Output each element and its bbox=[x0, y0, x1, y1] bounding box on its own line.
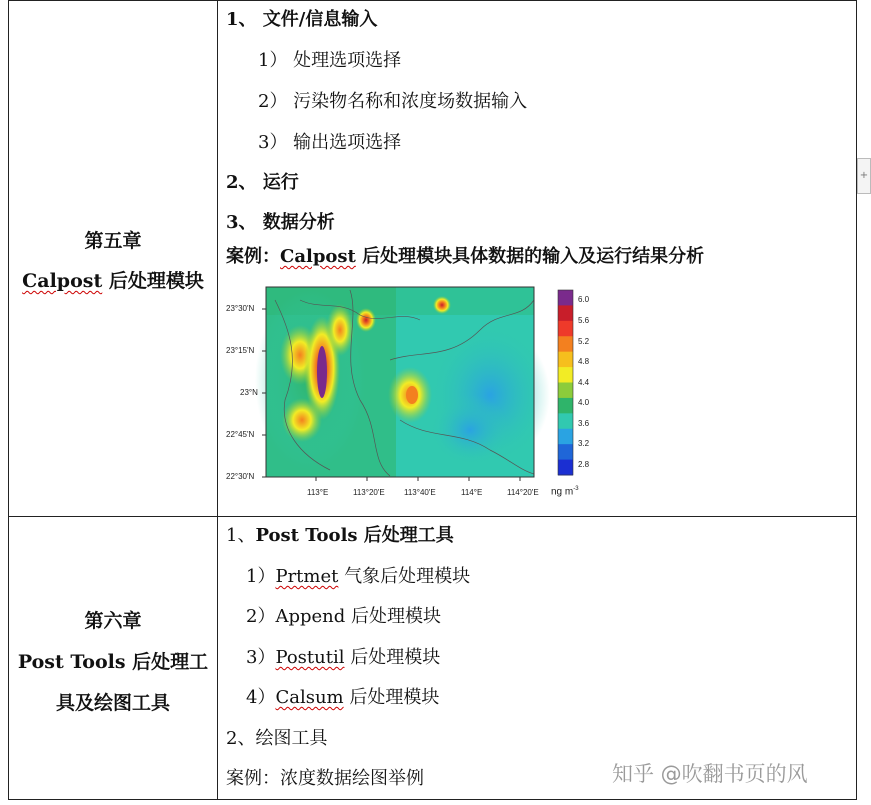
colorbar-label: 4.8 bbox=[578, 357, 590, 366]
ch6-item-rest: 后处理模块 bbox=[343, 687, 440, 708]
colorbar-label: 5.2 bbox=[578, 337, 590, 346]
chapter6-subtitle-line2: 具及绘图工具 bbox=[55, 692, 170, 714]
ch6-item-rest: 后处理模块 bbox=[345, 606, 441, 627]
colorbar-swatch bbox=[558, 290, 573, 306]
chapter6-subtitle-line1: Post Tools 后处理工 bbox=[17, 651, 209, 673]
chapter5-subtitle-term: Calpost bbox=[22, 270, 103, 292]
lat-label: 23°N bbox=[240, 388, 258, 397]
chapter5-subtitle-rest: 后处理模块 bbox=[102, 270, 204, 292]
ch5-sub-2: 2） 污染物名称和浓度场数据输入 bbox=[258, 91, 528, 112]
map-plot-area bbox=[255, 287, 550, 477]
colorbar-swatch bbox=[558, 429, 573, 445]
ch5-heading-3: 3、 数据分析 bbox=[226, 212, 335, 233]
lon-label: 114°20'E bbox=[507, 488, 539, 497]
ch6-item-term: Prtmet bbox=[275, 566, 339, 587]
colorbar-label: 4.0 bbox=[578, 398, 590, 407]
colorbar-unit bbox=[551, 486, 579, 497]
chapter5-title: 第五章 bbox=[84, 230, 142, 252]
ch6-item-num: 4） bbox=[246, 687, 276, 708]
lon-label: 114°E bbox=[461, 488, 483, 497]
colorbar-label: 3.6 bbox=[578, 419, 590, 428]
ch5-sub-3: 3） 输出选项选择 bbox=[258, 132, 402, 153]
colorbar-label: 4.4 bbox=[578, 378, 590, 387]
lat-label: 23°30'N bbox=[226, 304, 255, 313]
ch6-item bbox=[246, 647, 440, 669]
ch5-case-rest: 后处理模块具体数据的输入及运行结果分析 bbox=[355, 246, 705, 267]
ch6-item-num: 1） bbox=[246, 566, 276, 587]
ch6-item-num: 3） bbox=[246, 647, 276, 668]
colorbar-swatch bbox=[558, 398, 573, 414]
ch6-heading-1 bbox=[226, 525, 454, 547]
colorbar bbox=[558, 290, 573, 476]
lon-label: 113°20'E bbox=[353, 488, 385, 497]
colorbar-swatch bbox=[558, 321, 573, 337]
colorbar-label: 2.8 bbox=[578, 460, 590, 469]
ch6-item bbox=[246, 606, 441, 628]
colorbar-label: 6.0 bbox=[578, 295, 590, 304]
colorbar-swatch bbox=[558, 305, 573, 321]
zhihu-watermark: 知乎 @吹翻书页的风 bbox=[612, 762, 808, 786]
colorbar-label: 3.2 bbox=[578, 439, 590, 448]
colorbar-swatch bbox=[558, 352, 573, 368]
unit-superscript: -3 bbox=[573, 486, 579, 492]
lon-label: 113°40'E bbox=[404, 488, 436, 497]
side-expand-handle[interactable]: + bbox=[857, 158, 871, 194]
lon-label: 113°E bbox=[307, 488, 329, 497]
colorbar-swatch bbox=[558, 413, 573, 429]
ch6-item-term: Calsum bbox=[275, 687, 344, 708]
ch6-item-rest: 后处理模块 bbox=[344, 647, 441, 668]
ch6-item-term: Append bbox=[275, 606, 346, 627]
ch5-case-prefix: 案例： bbox=[226, 246, 280, 267]
ch6-item bbox=[246, 687, 439, 709]
ch5-heading-2: 2、 运行 bbox=[226, 172, 299, 193]
colorbar-swatch bbox=[558, 336, 573, 352]
ch5-sub-1: 1） 处理选项选择 bbox=[258, 50, 402, 71]
ch6-heading-1-text: Post Tools 后处理工具 bbox=[255, 525, 454, 546]
colorbar-swatch bbox=[558, 383, 573, 399]
ch5-case-term: Calpost bbox=[280, 246, 356, 267]
chapter6-title: 第六章 bbox=[84, 610, 142, 632]
ch6-case: 案例：浓度数据绘图举例 bbox=[226, 768, 424, 789]
lat-label: 22°30'N bbox=[226, 472, 255, 481]
lat-label: 22°45'N bbox=[226, 430, 255, 439]
ch6-heading-2: 2、绘图工具 bbox=[226, 728, 328, 749]
colorbar-label: 5.6 bbox=[578, 316, 590, 325]
colorbar-swatch bbox=[558, 460, 573, 476]
ch6-heading-1-num: 1、 bbox=[226, 525, 256, 546]
colorbar-swatch bbox=[558, 444, 573, 460]
ch5-heading-1: 1、 文件/信息输入 bbox=[226, 9, 378, 30]
ch6-item-term: Postutil bbox=[275, 647, 345, 668]
ch6-item-rest: 气象后处理模块 bbox=[338, 566, 471, 587]
ch6-item bbox=[246, 566, 470, 588]
ch6-item-num: 2） bbox=[246, 606, 276, 627]
lat-label: 23°15'N bbox=[226, 346, 255, 355]
unit-text: ng m bbox=[551, 486, 574, 498]
colorbar-swatch bbox=[558, 367, 573, 383]
